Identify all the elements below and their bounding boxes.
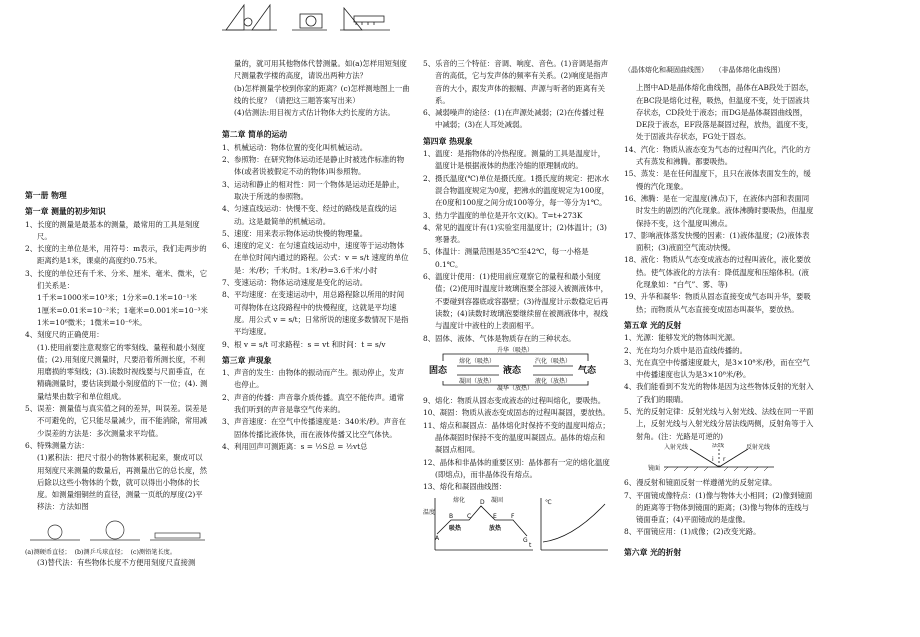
list-item: 1米=10⁶微米；1微米=10⁻⁶米。 bbox=[37, 317, 147, 327]
list-item: 9、根 v = s/t 可求路程：s = vt 和时间：t = s/v bbox=[222, 339, 386, 349]
label-melt: 熔化（吸热） bbox=[459, 357, 496, 365]
state-solid: 固态 bbox=[429, 365, 448, 376]
chapter-1-title: 第一章 测量的初步知识 bbox=[25, 207, 106, 217]
list-item: 6、特殊测量方法： bbox=[25, 440, 89, 450]
list-item: 5、乐音的三个特征：音调、响度、音色。(1)音调是指声音的高低，它与发声体的频率有关系。(2)响度是指声音的大小，跟发声体的振幅、声源与听者的距离有关系。 bbox=[423, 59, 609, 105]
list-item: 3、声音速度：在空气中传播速度是：340米/秒。声音在固体传播比液体快，而在液体传播又比空气体快。 bbox=[222, 417, 406, 439]
caption-row bbox=[624, 64, 814, 76]
list-item: 1、长度的测量是最基本的测量，最常用的工具是刻度尺。 bbox=[25, 219, 200, 241]
list-item: 8、固体、液体、气体是物质存在的三种状态。 bbox=[423, 333, 576, 343]
label-vaporize: 汽化（吸热） bbox=[535, 357, 572, 365]
graph-melt: 熔化 bbox=[453, 496, 466, 504]
list-item: 7、变速运动：物体运动速度是变化的运动。 bbox=[222, 278, 368, 288]
list-item: 13、熔化和凝固曲线图： bbox=[423, 482, 507, 492]
list-item: 15、蒸发：是在任何温度下，且只在液体表面发生的，缓慢的汽化现象。 bbox=[624, 169, 811, 191]
label-freeze: 凝固（放热） bbox=[459, 377, 496, 385]
column-3 bbox=[423, 0, 611, 637]
label-incident: 入射光线 bbox=[664, 443, 689, 451]
caption-crystal: （晶体熔化和凝固曲线图） bbox=[624, 66, 708, 74]
list-item: 5、体温计：测量范围是35℃至42℃，每一小格是0.1℃。 bbox=[423, 247, 589, 269]
point-g: G bbox=[523, 536, 528, 544]
list-item: 4、常见的温度计有(1)实验室用温度计；(2)体温计；(3)寒暑表。 bbox=[423, 222, 607, 245]
list-item: 3、长度的单位还有千米、分米、厘米、毫米、微米，它们关系是： bbox=[25, 268, 208, 291]
point-b: B bbox=[449, 512, 454, 520]
graph-unit: ℃ bbox=[545, 498, 552, 506]
label-reflected: 反射光线 bbox=[746, 443, 771, 451]
list-item: (1)累积法：把尺寸很小的物体累积起来，聚成可以用刻度尺来测量的数量后，再测量出它的总长度，然后除以这些小物体的个数，就可以得出小物体的长度。如测量细铜丝的直径，测量一页纸的厚度(2)平移法：方法如图 bbox=[37, 453, 207, 512]
chapter-3-title: 第三章 声现象 bbox=[222, 355, 272, 365]
state-liquid: 液态 bbox=[503, 365, 522, 376]
list-item: 2、声音的传播：声音靠介质传播。真空不能传声。通常我们听到的声音是靠空气传来的。 bbox=[222, 392, 405, 415]
list-item: 6、漫反射和镜面反射一样遵循光的反射定律。 bbox=[624, 478, 777, 488]
list-item: 4、我们能看到不发光的物体是因为这些物体反射的光射入了我们的眼睛。 bbox=[624, 382, 814, 404]
list-item: 2、参照物：在研究物体运动还是静止时被选作标准的物体(或者说被假定不动的物体)叫参照物。 bbox=[222, 155, 405, 177]
paragraph: (b)怎样测量学校到你家的距离？(c)怎样测地图上一曲线的长度？（请把这三题答案写出来） bbox=[234, 83, 410, 105]
column-4 bbox=[624, 0, 814, 637]
caption-pencil: (c)测铅笔长度。 bbox=[130, 548, 177, 556]
list-item: 1、声音的发生：由物体的振动而产生。振动停止，发声也停止。 bbox=[222, 368, 405, 390]
list-item: 8、平均速度：在变速运动中，用总路程除以所用的时间可得物体在这段路程中的快慢程度，这就是平均速度。用公式 v = s/t；日常所说的速度多数情况下是指平均速度。 bbox=[222, 290, 409, 337]
point-c: C bbox=[467, 512, 472, 520]
label-angle-i: i bbox=[712, 455, 714, 463]
label-desublime: 凝华（放热） bbox=[497, 384, 534, 391]
list-item: 3、光在真空中传播速度最大，是3×10⁸米/秒，而在空气中传播速度也认为是3×10⁸米/秒。 bbox=[624, 357, 810, 380]
melting-curve-graphs bbox=[423, 494, 611, 554]
list-item: 5、误差：测量值与真实值之间的差异，叫误差。误差是不可避免的，它只能尽量减少，而不能消除，常用减少误差的方法是：多次测量求平均值。 bbox=[25, 404, 208, 438]
list-item: 12、晶体和非晶体的重要区别：晶体都有一定的熔化温度(即熔点)，而非晶体没有熔点。 bbox=[423, 457, 610, 479]
paragraph: (4)估测法:用目视方式估计物体大约长度的方法。 bbox=[234, 108, 395, 118]
list-item: 1、温度：是指物体的冷热程度。测量的工具是温度计， bbox=[423, 149, 606, 159]
graph-release: 放热 bbox=[489, 524, 502, 532]
graph-freeze: 凝固 bbox=[491, 496, 504, 504]
list-item: 温度计是根据液体的热胀冷缩的原理制成的。 bbox=[435, 161, 583, 171]
point-e: E bbox=[493, 512, 497, 520]
label-mirror: 镜面 bbox=[648, 464, 661, 472]
list-item: 3、运动和静止的相对性：同一个物体是运动还是静止，取决于所选的参照物。 bbox=[222, 179, 405, 201]
list-item: 1厘米=0.01米=10⁻²米；1毫米=0.001米=10⁻³米 bbox=[37, 305, 208, 315]
label-sublime: 升华（吸热） bbox=[497, 346, 534, 354]
list-item: 2、长度的主单位是米，用符号：m表示，我们走两步的距离约是1米，课桌的高度约0.75米。 bbox=[25, 244, 207, 266]
paragraph: 量的，就可用其他物体代替测量。如(a)怎样用短刻度尺测量教学楼的高度，请说出两种方法？ bbox=[234, 59, 407, 81]
list-item: 1、机械运动：物体位置的变化叫机械运动。 bbox=[222, 142, 368, 152]
list-item: 1千米=1000米=10³米；1分米=0.1米=10⁻¹米 bbox=[37, 293, 197, 303]
label-liquefy: 液化（放热） bbox=[535, 377, 572, 385]
list-item: 6、温度计使用：(1)使用前应观察它的量程和最小刻度值；(2)使用时温度计玻璃泡要全部浸入被测液体中，不要碰到容器底或容器壁；(3)待温度计示数稳定后再读数；(4)读数时玻璃泡要继续留在被测液体中，视线与温度计中液柱的上表面相平。 bbox=[423, 272, 609, 331]
chapter-4-title: 第四章 热现象 bbox=[423, 136, 473, 146]
translation-method-figure bbox=[25, 518, 210, 548]
list-item: (1).使用前要注意观察它的零刻线、量程和最小刻度值；(2).用刻度尺测量时，尺要沿着所测长度，不利用磨损的零刻线；(3).读数时视线要与尺面垂直，在精确测量时，要估读到最小刻度值的下一位；(4). 测量结果由数字和单位组成。 bbox=[37, 342, 208, 401]
list-item: 1、光源：能够发光的物体叫光源。 bbox=[624, 333, 740, 343]
label-normal: 法线 bbox=[712, 442, 725, 449]
list-item: (3)替代法：有些物体长度不方便用刻度尺直接测 bbox=[37, 557, 196, 567]
list-item: 2、光在均匀介质中是沿直线传播的。 bbox=[624, 345, 747, 355]
list-item: 3、热力学温度的单位是开尔文(K)。T=t+273K bbox=[423, 210, 583, 220]
caption-ball: (b)测乒乓球直径； bbox=[74, 548, 127, 556]
list-item: 2、摄氏温度(℃)单位是摄氏度。1摄氏度的规定：把冰水混合物温度规定为0度，把沸水的温度规定为100度，在0度和100度之间分成100等分，每一等分为1℃。 bbox=[423, 173, 610, 208]
list-item: 7、平面镜成像特点：(1)像与物体大小相同；(2)像到镜面的距离等于物体到镜面的距离；(3)像与物体的连线与镜面垂直；(4)平面镜成的是虚像。 bbox=[624, 490, 813, 525]
list-item: 4、刻度尺的正确使用： bbox=[25, 330, 104, 340]
point-f: F bbox=[511, 512, 515, 520]
reflection-diagram bbox=[624, 443, 814, 473]
list-item: 17、影响液体蒸发快慢的因素：(1)液体温度；(2)液体表面积；(3)液面空气流动快慢。 bbox=[624, 230, 810, 253]
paragraph: 上图中AD是晶体熔化曲线图，晶体在AB段处于固态，在BC段是熔化过程，吸热，但温度不变，处于固液共存状态，CD段处于液态；而DG是晶体凝固曲线图，DE段于液态，EF段落是凝固过程，放热，温度不变，处于固液共存状态，FG处于固态。 bbox=[636, 83, 814, 142]
state-gas: 气态 bbox=[578, 365, 597, 376]
column-1 bbox=[25, 0, 210, 637]
list-item: 14、汽化：物质从液态变为气态的过程叫汽化，汽化的方式有蒸发和沸腾。都要吸热。 bbox=[624, 144, 811, 167]
list-item: 4、匀速直线运动：快慢不变、经过的路线是直线的运动。这是最简单的机械运动。 bbox=[222, 204, 397, 226]
list-item: 4、利用回声可测距离：s = ½S总 = ½vt总 bbox=[222, 441, 368, 451]
caption-coin: (a)测硬币直径； bbox=[25, 548, 71, 556]
list-item: 9、熔化：物质从固态变成液态的过程叫熔化，要吸热。 bbox=[423, 396, 606, 406]
graph-temp-axis: 温度 bbox=[423, 508, 436, 516]
list-item: 16、沸腾：是在一定温度(沸点)下，在液体内部和表面同时发生的剧烈的汽化现象。液体沸腾时要吸热，但温度保持不变，这个温度叫沸点。 bbox=[624, 193, 814, 228]
list-item: 10、凝固：物质从液态变成固态的过程叫凝固，要放热。 bbox=[423, 408, 610, 418]
caption-noncrystal: （非晶体熔化曲线图） bbox=[714, 66, 785, 74]
list-item: 18、液化：物质从气态变成液态的过程叫液化，液化要放热。使气体液化的方法有：降低温度和压缩体积。(液化现象如：“白气”、雾、等) bbox=[624, 255, 811, 290]
figure-captions bbox=[25, 548, 210, 557]
list-item: 6、速度的定义：在匀速直线运动中，速度等于运动物体在单位时间内通过的路程。公式：v = s/t 速度的单位是：米/秒；千米/时。1米/秒=3.6千米/小时 bbox=[222, 241, 409, 275]
list-item: 8、平面镜应用：(1)成像；(2)改变光路。 bbox=[624, 527, 761, 537]
point-d: D bbox=[480, 498, 485, 506]
list-item: 5、速度：用来表示物体运动快慢的物理量。 bbox=[222, 228, 368, 238]
chapter-2-title: 第二章 简单的运动 bbox=[222, 130, 288, 140]
chapter-5-title: 第五章 光的反射 bbox=[624, 320, 682, 330]
book-title: 第一册 物理 bbox=[25, 191, 67, 200]
state-change-diagram bbox=[423, 345, 611, 391]
label-angle-r: r bbox=[723, 455, 726, 463]
list-item: 5、光的反射定律：反射光线与入射光线、法线在同一平面上，反射光线与入射光线分居法线两侧，反射角等于入射角。(注：光路是可逆的) bbox=[624, 407, 814, 441]
point-a: A bbox=[435, 534, 440, 542]
column-2 bbox=[222, 0, 410, 637]
list-item: 11、熔点和凝固点：晶体熔化时保持不变的温度叫熔点；晶体凝固时保持不变的温度叫凝固点。晶体的熔点和凝固点相同。 bbox=[423, 420, 610, 455]
graph-absorb: 吸热 bbox=[449, 524, 462, 532]
graph-time-axis: t bbox=[529, 541, 532, 549]
list-item: 19、升华和凝华：物质从固态直接变成气态叫升华，要吸热；而物质从气态直接变成固态叫凝华，要放热。 bbox=[624, 292, 811, 314]
chapter-6-title: 第六章 光的折射 bbox=[624, 547, 682, 557]
list-item: 6、减弱噪声的途径：(1)在声源处减弱；(2)在传播过程中减弱；(3)在人耳处减弱。 bbox=[423, 108, 604, 130]
